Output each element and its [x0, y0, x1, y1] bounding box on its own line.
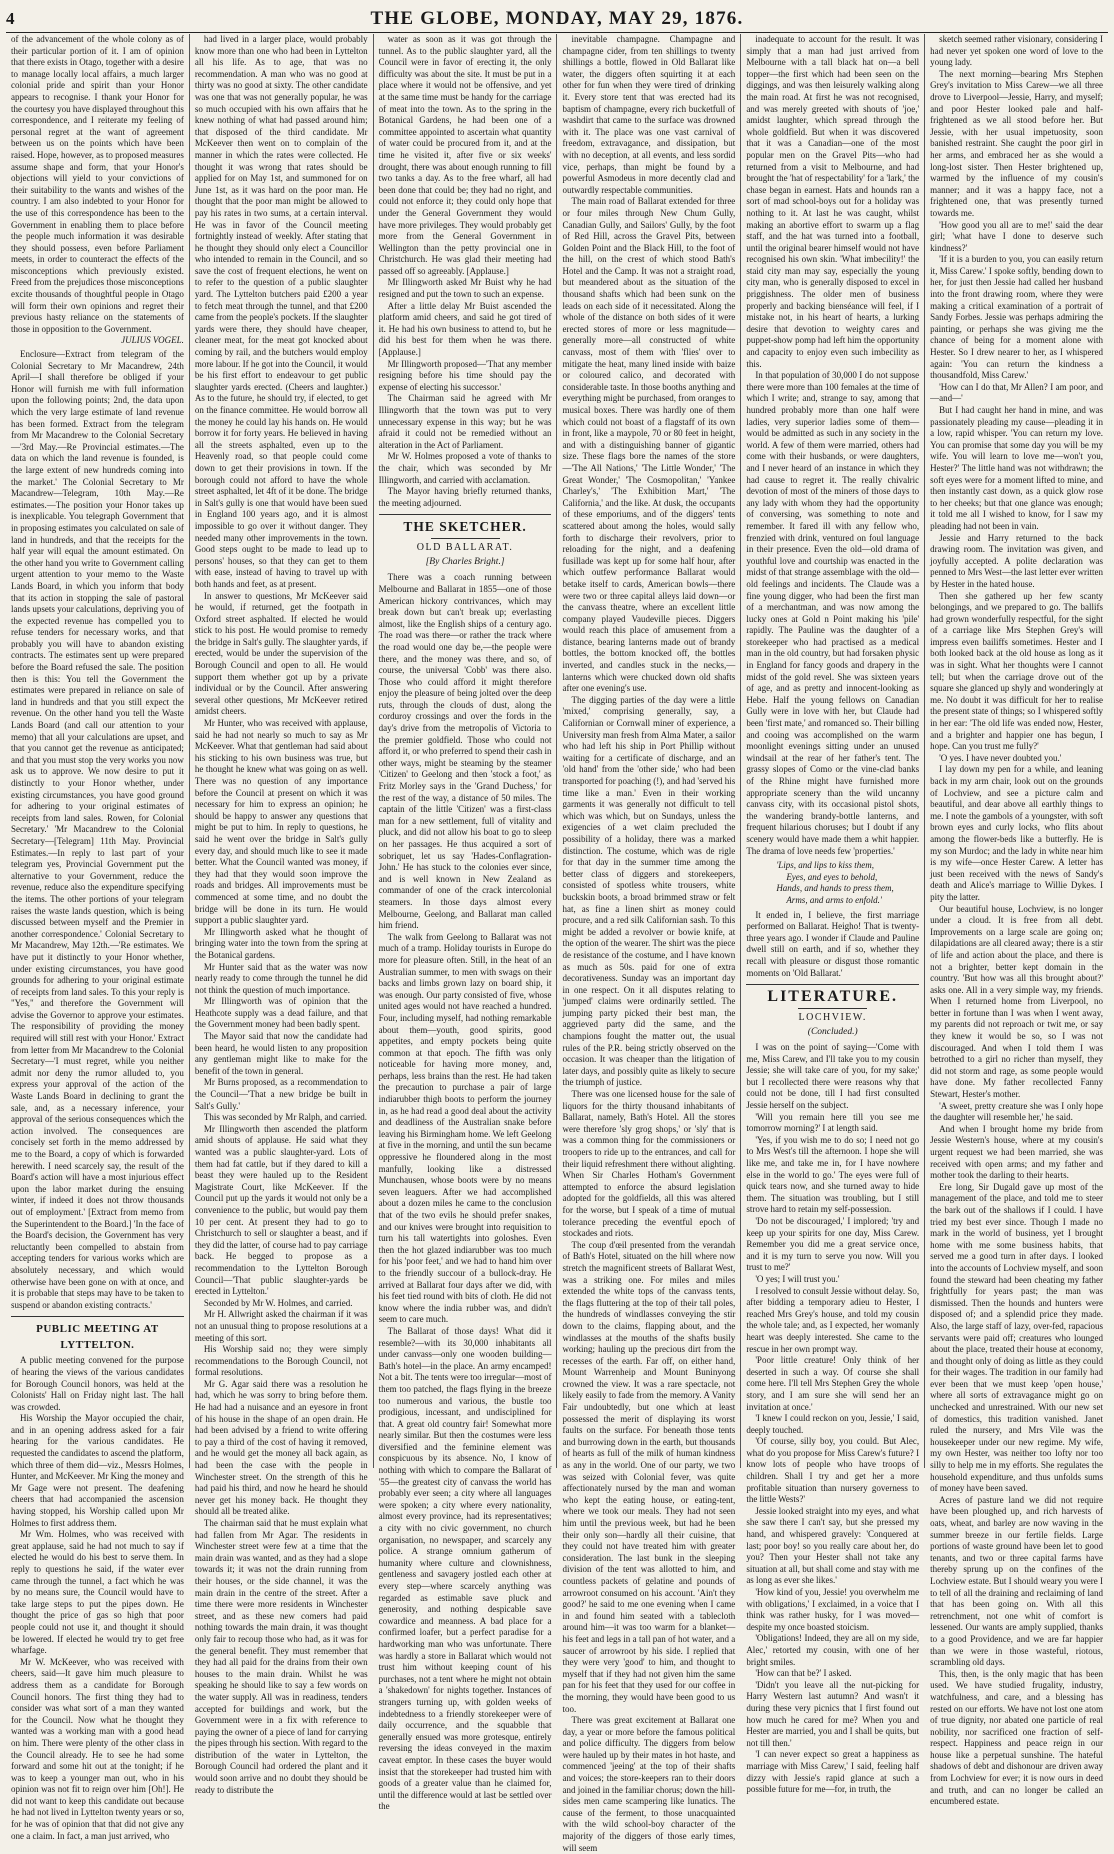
column-3 — [373, 34, 557, 1812]
paragraph: The Ballarat of those days! What did it resemble?—with its 30,000 inhabitants all under canvass—only one wooden building—Bath's hotel—in the place. An army encamped! Not a bit. The tents were too irregular—most of them too patched, the flags flying in the breeze too numerous and various, the bustle too prodigious, incessant, and undisciplined for that. A great old country fair! Somewhat more nearly similar. But then the costumes were less diversified and the feminine element was conspicuous by its absence. No, I know of nothing with which to compare the Ballarat of '55—the greatest city of canvass the world has probably ever seen; a city where all languages were spoken; a city where every nationality, almost every province, had its representatives; a city with no civic government, no church organisation, no newspaper, and scarcely any police. A strange omnium gatherum of humanity where culture and clownishness, gentleness and savagery jostled each other at every step—where scarcely anything was regarded as estimable save pluck and generosity, and nothing despicable save cowardice and meanness. A bad place for a confirmed loafer, but a perfect paradise for a hardworking man who was unfortunate. There was hardly a store in Ballarat which would not trust him without keeping count of his purchases, not a tent where he might not obtain a 'shakedown' for nights together. Instances of strangers turning up, with golden weeks of indebtedness to a friendly storekeeper were of daily occurrence, and the squabble that generally ensued was more grotesque, entirely reversing the ideas conveyed in the maxim caveat emptor. In these cases the buyer would insist that the storekeeper had trusted him with goods of a greater value than he claimed for, until the difference would at last be settled over the — [378, 1325, 552, 1812]
paragraph: inevitable champagne. Champagne and champagne cider, from ten shillings to twenty shillings a bottle, flowed in Old Ballarat like water, the diggers often squirting it at each other for fun when they were tired of drinking it. Every store tent that was erected had its baptism of champagne, every rich bucketfull of washdirt that came to the surface was drowned with it. The place was one vast carnival of freedom, extravagance, and dissipation, but with no deception, at all events, and less sordid vice, perhaps, than might be found by a powerful Asmodeus in more decently clad and outwardly respectable communities. — [562, 34, 736, 195]
paragraph: of the advancement of the whole colony as of their particular portion of it. I am of opinion that there exists in Otago, together with a desire to manage locally local affairs, a much larger colonial pride and spirit than your Honor appears to recognise. I thank your Honor for the courtesy you have displayed throughout this correspondence, and I reiterate my feeling of personal regret at the want of agreement between us on the points which have been raised. Hope, however, as to proposed measures assume shape and form, that your Honor's objections will yield to your convictions of their suitability to the wants and wishes of the country. I am also indebted to your Honor for the use of this correspondence has been to the Government in enabling them to place before the people much information it was desirable they should possess, even before Parliament meets, in order to counteract the effects of the misconceptions which previously existed. Freed from the prejudices those misconceptions excite thousands of thoughtful people in Otago will form their own opinions and regret their previous hasty reliance on the statements of those in opposition to the Government. — [11, 34, 184, 334]
paragraph: A public meeting convened for the purpose of hearing the views of the various candidates for Borough Council honors, was held at the Colonists' Hall on Friday night last. The hall was crowded. — [11, 1355, 184, 1412]
divider — [11, 1316, 184, 1317]
paragraph: 'Didn't you leave all the nut-picking for Harry Western last autumn? And wasn't it during these very picnics that I first found out how much he cared for me? When you and Hester are married, you and I shall be quits, but not till then.' — [746, 1679, 920, 1748]
section-heading: THE SKETCHER. — [403, 519, 527, 535]
paragraph: And when I brought home my bride from Jessie Western's house, where at my cousin's urgent request we had been married, she was received with open arms; and my father and mother took the darling to their hearts. — [930, 1123, 1103, 1181]
paragraph: Our beautiful house, Lochview, is no longer under a cloud. It is free from all debt. Improvements on a large scale are going on; dilapidations are all cleared away; there is a stir of life and action about the place, and there is not a brighter, better kept domain in the country. 'But how was all this brought about?' asks one. All in a very simple way, my friends. When I returned home from Liverpool, no better in fortune than I was when I went away, my parents did not reproach or twit me, or say they knew it would be so, so I was not discouraged. And when I told them I was betrothed to a girl no richer than myself, they did not storm and rage, as some people would have done. My father recollected Fanny Stewart, Hester's mother. — [930, 903, 1103, 1100]
paragraph: This was seconded by Mr Ralph, and carried. — [203, 1112, 368, 1123]
paragraph: The Mayor having briefly returned thanks, the meeting adjourned. — [378, 486, 552, 508]
paragraph: The digging parties of the day were a little 'mixed,' comprising generally, say, a Californian or Cornwall miner of experience, a University man fresh from Alma Mater, a sailor who had left his ship in Port Phillip without waiting for a certificate of discharge, and an 'old hand' from the 'other side,' who had been transported for poaching (!), and had 'served his time like a man.' Even in their working garments it was generally not difficult to tell which was which, but on Sundays, unless the exigencies of a wet claim precluded the possibility of a holiday, there was a marked distinction. The costume, which was de rigle for that day in the summer time among the better class of diggers and storekeepers, consisted of spotless white trousers, white buckskin boots, a broad brimmed straw or felt hat, as fine a linen shirt as money could procure, and a red silk Californian sash. To this might be added a revolver or bowie knife, at the option of the wearer. The shirt was the piece de resistance of the costume, and I have known as much as 50s. paid for one of extra decorativeness. Sunday was an important day in one respect. On it all disputes relating to 'jumped' claims were ordinarily settled. The jumping party picked their best man, the aggrieved party did the same, and the champions fought the matter out, the usual rules of the P.R. being strictly observed on the occasion. It was cheaper than the litigation of later days, and possibly quite as likely to secure the triumph of justice. — [562, 694, 736, 1088]
article-body — [746, 910, 919, 980]
paragraph: 'I knew I could reckon on you, Jessie,' I said, deeply touched. — [746, 1413, 920, 1435]
paragraph: His Worship the Mayor occupied the chair, and in an opening address asked for a fair hearing for the various candidates. He requested the candidates to ascend the platform, which three of them did—viz., Messrs Holmes, Hunter, and McKeever. Mr King the money and Mr Gage were not present. The deafening cheers that had accompanied the ascension having stopped, his Worship called upon Mr Holmes to first address them. — [11, 1413, 184, 1528]
paragraph: sketch seemed rather visionary, considering I had never yet spoken one word of love to the young lady. — [930, 34, 1103, 68]
article-title: LOCHVIEW. — [798, 1012, 867, 1024]
verse — [776, 860, 919, 906]
paragraph: inadequate to account for the result. It was simply that a man had just arrived from Melbourne with a tall black hat on—a bell topper—the first which had been seen on the diggings, and was then leisurely walking along the main road. At first he was not recognised, and was merely greeted with shouts of 'joe,' amidst laughter, which spread through the whole goldfield. But when it was discovered that it was a Canadian—one of the most popular men on the Gravel Pits—who had returned from a visit to Melbourne, and had brought the 'hat of respectability' for a 'lark,' the chase began in earnest. Hats and hounds ran a sort of mad school-boys out for a holiday was nothing to it. At last he was caught, whilst making an abortive effort to swarm up a flag staff, and the hat was turned into a football, until the original bearer himself would not have recognised his own skin. 'What imbecility!' the staid city man may say, especially the young city man, who is generally disposed to excel in priggishness. The older men of business properly and backing bienséance will feel, if I mistake not, in his heart of hearts, a lurking desire that devotion to weighty cares and puppet-show pomp had left him the opportunity and capacity to enjoy even such imbecility as this. — [746, 34, 920, 369]
divider — [431, 538, 500, 539]
paragraph: 'I can never expect so great a happiness as marriage with Miss Carew,' I said, feeling half dizzy with Jessie's rapid glance at such a possible future for me—for, in truth, the — [746, 1749, 920, 1795]
column-5 — [740, 34, 924, 1795]
signature: JULIUS VOGEL. — [121, 335, 184, 346]
paragraph: 'How good you all are to me!' said the dear girl; 'what have I done to deserve such kindness?' — [930, 219, 1103, 253]
paragraph: In that population of 30,000 I do not suppose there were more than 100 females at the time of which I write; and, strange to say, among that hundred probably more than one half were ladies, very superior ladies some of them—would be admitted as such in any society in the world. A few of them were married, others had come with their husbands, or were daughters, and I never heard of an instance in which they had cause to regret it. The really chivalric devotion of most of the miners of those days to any lady with whom they had the opportunity of conversing, was something to note and remember. It fared ill with any fellow who, frenzied with drink, ventured on foul language in their presence. Even the old—old drama of youthful love and courtship was enacted in the midst of that strange assemblage with the old—old feelings and incidents. The Claude was a fine young digger, who had been the first man of a merchantman, and was now among the lucky ones at Gold n Point making his 'pile' rapidly. The Pauline was the daughter of a storekeeper who had practised as a medical man in the old country, but had forsaken physic in England for fancy goods and drapery in the midst of the gold revel. She was sixteen years of age, and as pretty and innocent-looking as Hebe. Half the young fellows on Canadian Gully were in love with her, but Claude had been 'first mate,' and romanced so. Their billing and cooing was accomplished on the warm moonlight evenings sitting under an unused windsail at the rear of her father's tent. The grassy slopes of Como or the vine-clad banks of the Rhine might have furnished more appropriate scenery than the wild uncanny canvass city, with its occasional pistol shots, the wandering brandy-bottle lanterns, and frequent hilarious choruses; but I doubt if any scenery would have made them a whit happier. The drama of love needs few 'properties.' — [746, 370, 920, 856]
paragraph: The Mayor said that now the candidate had been heard, he would listen to any proposition any gentleman might like to make for the benefit of the town in general. — [194, 1031, 368, 1076]
paragraph: Jessie and Harry returned to the back drawing room. The invitation was given, and joyfully accepted. A polite declaration was penned to Mrs West—the last letter ever written by Hester in the hated house. — [930, 532, 1103, 589]
paragraph: The walk from Geelong to Ballarat was not much of a tramp. Holiday tourists in Europe do more for pleasure often. Still, in the heat of an Australian summer, to men with swags on their backs and limbs grown lazy on board ship, it was enough. Our party consisted of five, whose united ages would not have reached a hundred. Four, including myself, had nothing remarkable about them—youth, good spirits, good appetites, and empty pockets being quite common at that epoch. The fifth was only noticeable for having more money, and, perhaps, less brains than the rest. He had taken the precaution to purchase a pair of large indiarubber thigh boots to perform the journey in, as he had read a good deal about the activity and deadliness of the Australian snake before leaving his Birmingham home. We left Geelong at five in the morning, and until the sun became oppressive he floundered along in the most manfully, looking like a distressed Munchausen, whose boots were by no means seven leaguers. After we had accomplished about a dozen miles he came to the conclusion that of the two evils he should prefer snakes, and our knives were brought into requisition to turn his tall watertights into goloshes. Even then the hot glazed indiarubber was too much for his 'poor feet,' and we had to hand him over to the friendly succour of a bullock-dray. He arrived at Ballarat four days after we did, with his feet tied round with bits of cloth. He did not know where the india rubber was, and didn't seem to care much. — [378, 931, 552, 1325]
paragraph: 'Poor little creature! Only think of her deserted in such a way. Of course she shall come here. I'll tell Mrs Stephen Grey the whole story, and I am sure she will send her an invitation at once.' — [746, 1355, 920, 1412]
column-2 — [189, 34, 373, 1795]
paragraph: After a little delay Mr Buist ascended the platform amid cheers, and said he got tired of it. He had his own business to attend to, but he did his best for them when he was there. [Applause.] — [378, 300, 552, 358]
paragraph: 'O yes. I have never doubted you.' — [939, 752, 1062, 763]
divider — [798, 1008, 867, 1009]
column-4 — [556, 34, 740, 1853]
article-body — [11, 1355, 184, 1842]
verse-line: Eyes, and eyes to behold, — [786, 871, 878, 882]
paragraph: Mr Illingworth asked Mr Buist why he had resigned and put the town to such an expense. — [378, 277, 552, 300]
paragraph: Mr Wm. Holmes, who was received with great applause, said he had not much to say if elected he would do his best to serve them. In reply to questions he said, if the water ever came through the tunnel, a fact which he was by no means sure, the Council would have to take large steps to put the pipes down. He thought the price of gas so high that poor people could not use it, and thought it should be lowered. If elected he would try to get free wharfage. — [11, 1529, 184, 1656]
paragraph: There was a coach running between Melbourne and Ballarat in 1855—one of those American hickory contrivances, which may break down but can't break up; everlasting almost, like the English ships of a century ago. The road was there—or rather the track where the road would one day be,—the people were there, and the money was there, and so, of course, the universal 'Cobb' was there also. Those who could afford it might therefore enjoy the pleasure of being jolted over the deep ruts, through the clouds of dust, along the corduroy crossings and over the fords in the day's drive from the metropolis of Victoria to the premier goldfield. Those who could not afford it, or who preferred to spend their cash in other ways, might be steaming by the steamer 'Citizen' to Geelong and then 'stock a foot,' as Fritz Morley says in the 'Grand Duchess,' for the rest of the way, a distance of 50 miles. The captain of the little 'Citizen' was a first-class man for a new settlement, full of vitality and pluck, and did not allow his boat to go to sleep on her passages. He thus acquired a sort of sobriquet, let us say 'Hades-Conflagration-John.' He has stuck to the colonies ever since, and is well known in New Zealand as commander of one of the crack intercolonial steamers. In those days almost every Melbourne, Geelong, and Ballarat man called him friend. — [378, 572, 552, 931]
columns — [6, 34, 1108, 1853]
paragraph: 'Do not be discouraged,' I implored; 'try and keep up your spirits for one day, Miss Carew. Remember you did me a great service once, and it is my turn to serve you now. Will you trust to me?' — [746, 1216, 920, 1273]
paragraph: Mr Illingworth proposed—'That any member resigning before his time should pay the expense of electing his successor.' — [378, 358, 552, 392]
paragraph: This, then, is the only magic that has been used. We have studied frugality, industry, watchfulness, and care, and a blessing has rested on our efforts. We have not lost one atom of true dignity, nor abated one particle of real nobility, nor sacrificed one fraction of self-respect. Happiness and peace reign in our house like a perpetual sunshine. The hateful shadows of debt and dishonour are driven away from Lochview for ever; it is now ours in deed and truth, and can no longer be called an encumbered estate. — [930, 1668, 1103, 1807]
article-body — [11, 349, 184, 1311]
paragraph: had lived in a larger place, would probably know more than one who had been in Lyttelton all his life. As to age, that was no recommendation. A man who was no good at thirty was no good at sixty. The other candidate was one that was not generally popular, he was so much occupied with his own affairs that he knew nothing of what had passed around him; that disposed of the third candidate. Mr McKeever then went on to complain of the manner in which the rates were collected. He thought it was wrong that rates should be applied for on May 1st, and summoned for on June 1st, as it was hard on the poor man. He thought that the poor man might be allowed to pay his rates in two sums, at a certain interval. He was in favor of the Council meeting fortnightly instead of weekly. After stating that he thought they should only elect a Councillor who intended to remain in the Council, and so save the cost of frequent elections, he went on to refer to the question of a public slaughter yard. The Lyttelton butchers paid £200 a year to fetch meat through the tunnel, and that £200 came from the people's pockets. If the slaughter yards were there, they should have cheaper, cleaner meat, for the meat got knocked about coming by rail, and the butchers would employ more labour. If he got into the Council, it would be his first effort to endeavour to get public slaughter yards erected. (Cheers and laughter.) As to the future, he should try, if elected, to get on the finance committee. He would borrow all the money he could lay his hands on. He would borrow it for forty years. He believed in having all the streets asphalted, even up to the Heavenly road, so that people could come down to get their provisions in town. If the borough could not afford to have the whole street asphalted, let 4ft of it be done. The bridge in Salt's gully is one that would have been sued in England 100 years ago, and it is almost impossible to go over it without danger. They needed many other improvements in the town. Good steps ought to be made to lead up to persons' houses, so that they can get to them with ease, instead of having to travel up with both hands and feet, as at present. — [194, 34, 368, 589]
paragraph: Ere long, Sir Dugald gave up most of the management of the place, and told me to steer the bark out of the shallows if I could. I have tried my best ever since. Though I made no mark in the world of business, yet I brought home with me some business habits, that served me a good turn in after days. I looked into the accounts of Lochview myself, and soon found the steward had been cheating my father frightfully for years past; the man was dismissed. Then the hounds and hunters were disposed of; and a splendid price they made. Also, the large staff of lazy, over-fed, rapacious servants were paid off; creatures who lounged about the place, treated their house at economy, and thought only of doing as little as they could for their wages. The tradition in our family had ever been that we must keep 'open house,' where all sorts of extravagance might go on unchecked and unrestrained. With our new set of domestics, this tradition vanished. Janet ruled the nursery, and Mrs Vile was the housekeeper under our new regime. My wife, my own Hester, was neither too lofty nor too silly to help me in my efforts. She regulates the household expenditure, and thus unfolds sums of money have been saved. — [930, 1181, 1103, 1494]
verse-line: Arms, and arms to enfold.' — [786, 894, 882, 905]
paragraph: The chairman said that he must explain what had fallen from Mr Agar. The residents in Winchester street were few at a time that the main drain was wanted, and as they had a slope towards it; it was not the drain running from their houses, or the side channel, it was the main drain in the centre of the street. After a time there were more residents in Winchester street, and as these new comers had paid nothing towards the main drain, it was thought only fair to recoup those who had, as it was for the general benefit. They must remember that they had all paid for the drains from their own houses to the main drain. Whilst he was speaking he should like to say a few words on the water supply. All was in readiness, tenders accepted for buildings and work, but the Government were in a fix with reference to paying the owner of a piece of land for carrying the pipes through his section. With regard to the distribution of the water in Lyttelton, the Borough Council had ordered the plant and it would soon arrive and no doubt they should be ready to distribute the — [194, 1518, 368, 1795]
paragraph: 'A sweet, pretty creature she was I only hope the daughter will resemble her,' he said. — [930, 1100, 1103, 1123]
article-note: (Concluded.) — [807, 1027, 858, 1038]
verse-line: 'Lips, and lips to kiss them, — [776, 860, 874, 871]
paragraph: I resolved to consult Jessie without delay. So, after bidding a temporary adieu to Hester, I reached Mrs Grey's house, and told my cousin the whole tale; and, as I expected, her womanly heart was deeply interested. She came to the rescue in her own prompt way. — [746, 1285, 920, 1354]
paragraph: Enclosure—Extract from telegram of the Colonial Secretary to Mr Macandrew, 24th April—I shall therefore be obliged if your Honor will furnish me with full information upon the following points; 2nd, the data upon which the very large estimate of land revenue has been formed. Extract from the telegram from Mr Macandrew to the Colonial Secretary—'3rd May.—Re Provincial estimates.—The data on which the land revenue is founded, is the large extent of new hundreds coming into the market.' The Colonial Secretary to Mr Macandrew—Telegram, 10th May.—Re estimates.—The position your Honor takes up is inexplicable. You telegraph Government that in proposing estimates you calculated on sale of land in hundreds, and that the receipts for the half year will equal the amount estimated. On the other hand you write to Government calling urgent attention to your memo to the Waste Lands Board, in which you inform that body that its action in stopping the sale of pastoral lands upsets your calculations, depriving you of the expected revenue has compelled you to refuse tenders for necessary works, and that probably you will have to abandon existing contracts. The estimates sent up were prepared before the Board refused the sale. The position then is this: You tell the Government the estimates were prepared in reliance on sale of land in hundreds and that you still expect the revenue. On the other hand you tell the Waste Lands Board (and call our attention to your memo) that all your calculations are upset, and that you cannot get the revenue as anticipated; and that you must stop the very works you now ask us to approve. We now desire to put it distinctly to your Honor whether, under existing circumstances, you have good ground for adhering to your original estimates of receipts from land sales. Rowen, for Colonial Secretary.' 'Mr Macandrew to the Colonial Secretary—[Telegram] 11th May. Provincial Estimates.—In reply to last part of your telegram yes, Provincial Government put the alternative to your Government, reduce the revenue, reduce also the expenditure specifying the items. The other portions of your telegram raises the waste lands question, which is being discussed between myself and the Premier in another correspondence.' Colonial Secretary to Mr Macandrew, May 12th.—'Re estimates. We have put it distinctly to your Honor whether, under existing circumstances, you have good grounds for adhering to your original estimate of receipts from land sales. To this your reply is "Yes," and therefore the Government will advise the Governor to approve your estimates. The responsibility of providing the money required will still rest with your Honor.' Extract from letter from Mr Macandrew to the Colonial Secretary—'I must regret, while you neither admit nor deny the rumor alluded to, you express your approval of the action of the Waste Lands Board in declining to grant the sale, and, as a necessary inference, your approval of the serious consequences which the action involved. The consequences are concisely set forth in the memo addressed by me to the Board, a copy of which is forwarded herewith. I need scarcely say, the result of the Board's action will have a most injurious effect upon the labor market during the ensuing winter, if indeed it does not throw thousands out of employment.' [Extract from memo from the Superintendent to the Board.] 'In the face of the Board's decision, the Government has very reluctantly been compelled to abstain from accepting tenders for various works which are absolutely necessary, and which would otherwise have been gone on with at once, and it is probable that steps may have to be taken to suspend or abandon existing contracts.' — [11, 349, 184, 1310]
paragraph: 'Yes, if you wish me to do so; I need not go to Mrs West's till the afternoon. I hope she will like me, and take me in, for I have nowhere else in the world to go.' The eyes were full of quick tears now, and she turned away to hide them. The situation was troubling, but I still strove hard to retain my self-possession. — [746, 1134, 920, 1215]
verse-line: Hands, and hands to press them, — [776, 883, 894, 894]
paragraph: Jessie looked straight into my eyes, and what she saw there I can't say, but she pressed my hand, and whispered gravely: 'Conquered at last; poor boy! so you really care about her, do you? Then your Hester shall not take any situation at all, but shall come and stay with me as long as ever she likes.' — [746, 1505, 920, 1586]
paragraph: 'O yes; I will trust you.' — [755, 1273, 840, 1284]
paragraph: The main road of Ballarat extended for three or four miles through New Chum Gully, Canadian Gully, and Sailors' Gully, by the foot of Red Hill, across the Gravel Pits, between Golden Point and the Black Hill, to the foot of the hill, on the crest of which stood Bath's Hotel and the Camp. It was not a straight road, but meandered about as the situation of the thousand shafts which had been sunk on the leads on each side of it necessitated. Along the whole of the distance on both sides of it were erected stores of more or less magnitude—generally more—all constructed of white canvass, most of them with 'flies' over to mitigate the heat, many lined inside with baize or coloured calico, and decorated with considerable taste. In those booths anything and everything might be purchased, from oranges to musical boxes. There was hardly one of them which could not boast of a flagstaff of its own in front, like a maypole, 70 or 80 feet in height, and with a distinguishing banner of gigantic size. These flags bore the names of the store—'The All Nations,' 'The Little Wonder,' 'The Great Wonder,' 'The Cosmopolitan,' 'Yankee Charley's,' 'The Exhibition Mart,' 'The California,' and the like. At dusk, the occupants of these emporiums, and of the diggers' tents scattered about among the holes, would sally forth to discharge their revolvers, prior to reloading for the night, and a deafening fusillade was kept up for some half hour, after which outfew performance Ballarat would betake itself to cards, American bowls—there were two or three capital alleys laid down—or the canvass theatre, where an excellent little company played Vaudeville pieces. Diggers would reach this place of amusement from a distance, bearing lanterns made out of brandy bottles, the bottom knocked off, the bottles inverted, and candles stuck in the necks,—lanterns which were chucked down old shafts after one evening's use. — [562, 196, 736, 694]
divider — [379, 514, 552, 515]
paragraph: Mr Illingworth was of opinion that the Heathcote supply was a dead failure, and that the Government money had been badly spent. — [194, 996, 368, 1030]
paragraph: But I had caught her hand in mine, and was passionately pleading my cause—pleading it in a low, rapid whisper. 'You can return my love. You can promise that some day you will be my wife. You will learn to love me—won't you, Hester?' The little hand was not withdrawn; the soft eyes were for a moment lifted to mine, and then instantly cast down, as a quick glow rose to her cheeks; but that one glance was enough; it told me all I wished to know, for I saw my pleading had not been in vain. — [930, 405, 1103, 531]
paragraph: Then she gathered up her few scanty belongings, and we prepared to go. The ballifs had grown wonderfully respectful, for the sight of a carriage like Mrs Stephen Grey's will impress even bailiffs sometimes. Hester and I both looked back at the old house as long as it was in sight. What her thoughts were I cannot tell; but when the carriage drove out of the square she glanced up shyly and wonderingly at me. No doubt it was difficult for her to realise the present state of things; so I whispered softly in her ear: 'The old life was ended now, Hester, and a brighter and happier one has begun, I hope. Can you trust me fully?' — [930, 590, 1103, 752]
article-heading: PUBLIC MEETING AT LYTTELTON. — [36, 1323, 159, 1352]
paragraph: Mr Illingworth asked what he thought of bringing water into the town from the spring at the Botanical gardens. — [194, 926, 368, 960]
paragraph: 'Will you remain here till you see me tomorrow morning?' I at length said. — [746, 1111, 920, 1134]
article-title: OLD BALLARAT. — [416, 542, 514, 554]
paragraph: Mr Illingworth then ascended the platform amid shouts of applause. He said what they wanted was a public slaughter-yard. Lots of them had fat cattle, but if they dared to kill a beast they were hauled up to the Resident Magistrate Court, like McKeever. If the Council put up the yards it would not only be a convenience to the public, but would pay them 10 per cent. At present they had to go to Christchurch to sell or slaughter a beast, and if they did the latter, of course had to pay carriage back. He begged to propose as a recommendation to the Lyttelton Borough Council—'That public slaughter-yards be erected in Lyttelton.' — [194, 1123, 368, 1297]
paragraph: I was on the point of saying—'Come with me, Miss Carew, and I'll take you to my cousin Jessie; she will take care of you, for my sake;' but I recollected there were reasons why that could not be done, till I had first consulted Jessie herself on the subject. — [746, 1042, 920, 1111]
paragraph: Mr W. McKeever, who was received with cheers, said—It gave him much pleasure to address them as a candidate for Borough Council honors. The first thing they had to consider was what sort of a man they wanted for the Council. Now what he thought they wanted was a working man with a good head on him. There were plenty of the other class in the Council already. He to see he had some forward and some hit out at the tonight; if he was to keep a younger man out, who in his opinion was not fit to reign over him [Oh!]. He did not want to keep this candidate out because he had not lived in Lyttelton twenty years or so, for he was of opinion that that did not give any one a claim. In fact, a man just arrived, who — [11, 1656, 184, 1841]
article-body — [379, 34, 552, 509]
paragraph: Mr Hunter said that as the water was now nearly ready to come through the tunnel he did not think the question of much importance. — [194, 961, 368, 995]
paragraph: 'Of course, silly boy, you could. But Alec, what do you propose for Miss Carew's future? I know lots of people who have troops of children. Shall I try and get her a more profitable situation than nursery governess to the little Wests?' — [746, 1436, 920, 1505]
paragraph: 'Obligations! Indeed, they are all on my side, Alec,' retorted my cousin, with one of her bright smiles. — [746, 1633, 920, 1667]
paragraph: Acres of pasture land we did not require have been ploughed up, and rich harvests of oats, wheat, and barley are now waving in the summer breeze in our fertile fields. Large portions of waste ground have been let to good tenants, and two or three capital farms have thereby sprung up on the confines of the Lochview estate. But I should weary you were I to tell of all the draining and reclaiming of land that has been going on. With all this retrenchment, not one whit of comfort is lessened. Our wants are amply supplied, thanks to a good Providence, and we are far happier than we were in those wasteful, riotous, scrambling old days. — [930, 1494, 1103, 1668]
paragraph: Mr Hunter, who was received with applause, said he had not nearly so much to say as Mr McKeever. What that gentleman had said about his sticking to his own business was true, but he thought he knew what was going on as well. There was no question of any importance before the Council at present on which it was necessary for him to express an opinion; he should be happy to answer any questions that might be put to him. In reply to questions, he said he went over the bridge in Salt's gully every day, and should much like to see it made better. What the Council wanted was money, if they had that they would soon improve the roads and bridges. All improvements must be commenced at some time, and no doubt the bridge will be done in its turn. He would support a public slaughter yard. — [194, 718, 368, 926]
paragraph: 'If it is a burden to you, you can easily return it, Miss Carew.' I spoke softly, bending down to her, for just then Jessie had called her husband into the front drawing room, where they were making a critical examination of a portrait of Sandy Forbes. Jessie was perhaps admiring the painting, or perhaps she was giving me the chance of being for a moment alone with Hester. So I drew nearer to her, as I whispered again: 'You can return the kindness a thousandfold, Miss Carew.' — [930, 254, 1103, 381]
paragraph: 'How can I do that, Mr Allen? I am poor, and—and—' — [930, 381, 1103, 404]
paragraph: The Chairman said he agreed with Mr Illingworth that the town was put to very unnecessary expense in this way; but he was afraid it could not be remedied without an alteration in the Act of Parliament. — [378, 393, 552, 450]
article-body — [562, 34, 735, 1854]
paragraph: Mr G. Agar said there was a resolution he had, which he was sorry to bring before them. He had had a nuisance and an eyesore in front of his house in the shape of an open drain. He had been advised by a friend to write offering to pay a third of the cost of having it removed, and he would get the money all back again, as had been the case with the people in Winchester street. On the strength of this he had paid his third, and now he heard he should never get his money back. He thought they should all be treated alike. — [194, 1378, 368, 1517]
paragraph: The next morning—bearing Mrs Stephen Grey's invitation to Miss Carew—we all three drove to Liverpool—Jessie, Harry, and myself; and poor Hester looked pale and half-frightened as we all stood before her. But Jessie, with her usual impetuosity, soon banished restraint. She caught the poor girl in her arms, and embraced her as she would a long-lost sister. Then Hester brightened up, warmed by the influence of my cousin's manner; and it was a happy face, not a frightened one, that was presently turned towards me. — [930, 68, 1103, 218]
article-body — [746, 1042, 919, 1796]
divider — [746, 984, 919, 985]
paragraph: I lay down my pen for a while, and leaning back in my arm chair, look out on the grounds of Lochview, and see a picture calm and beautiful, and dear above all earthly things to me. I note the gambols of a youngster, with soft brown eyes and curly locks, who flits about among the flower-beds like a butterfly. He is my son Murdoc; and the lady in white near him is my wife—once Hester Carew. A letter has just been received with the news of Sandy's death and Alice's marriage to Willie Dykes. I pity the latter. — [930, 764, 1103, 902]
paragraph: In answer to questions, Mr McKeever said he would, if returned, get the footpath in Oxford street asphalted. If elected he would stick to his post. He would promise to remedy the bridge in Salt's gully. The slaughter yards, if erected, would be under the supervision of the Borough Council and open to all. He would support them whether got up by a private individual or by the Council. After answering several other questions, Mr McKeever retired amidst cheers. — [194, 590, 368, 717]
newspaper-title: THE GLOBE, MONDAY, MAY 29, 1876. — [370, 8, 744, 29]
paragraph: There was great excitement at Ballarat one day, a year or more before the famous political and police difficulty. The diggers from below were hauled up by their mates in hot haste, and commenced 'jeeing' at the top of their shafts and voices; the store-keepers ran to their doors and joined in the familiar chorus; down the hill-sides men came scampering like lunatics. The cause of the ferment, to those unacquainted with the wild school-boy character of the majority of the diggers of those early times, will seem — [562, 1715, 736, 1853]
paragraph: Seconded by Mr W. Holmes, and carried. — [203, 1297, 353, 1308]
byline: [By Charles Bright.] — [425, 557, 505, 568]
page-number: 4 — [6, 9, 16, 28]
article-body — [195, 34, 368, 1796]
paragraph: His Worship said no; they were simply recommendations to the Borough Council, not formal resolutions. — [194, 1344, 368, 1378]
paragraph: There was one licensed house for the sale of liquors for the thirty thousand inhabitants of Ballarat, namely, Bath's Hotel. All the stores were therefore 'sly grog shops,' or 'sly' that is was a common thing for the commissioners or troopers to ride up to the entrances, and call for their liquid refreshment there without alighting. When Sir Charles Hotham's Government attempted to enforce the absurd legislation adopted for the goldfields, all this was altered for the worse, but I speak of a time of mutual tolerance preceding the eventful epoch of stockades and riots. — [562, 1089, 736, 1239]
article-body — [379, 572, 552, 1813]
column-6 — [924, 34, 1108, 1807]
column-1 — [6, 34, 189, 1841]
masthead — [6, 6, 1108, 33]
paragraph: The coup d'œil presented from the verandah of Bath's Hotel, situated on the hill where now stretch the magnificent streets of Ballarat West, was a striking one. For miles and miles extended the white tops of the canvass tents, the flags fluttering at the top of their tall poles, the hundreds of windlasses conveying the stir down to the claims, flapping about, and the windlasses at the mouths of the shafts busily working; hauling up the precious dirt from the recesses of the earth. Far off, on either hand, Mount Warrenheip and Mount Buninyong crowned the view. It was a rare spectacle, not likely easily to fade from the memory. A Vanity Fair undoubtedly, but one which at least possessed the merit of displaying its worst faults on the surface. For beneath those tents and burrowing down in the earth, but thousands of hearts as full of the milk of human kindness as any in the world. One of our party, we two was seized with Colonial fever, was quite affectionately nursed by the man and woman who kept the eating house, or eating-tent, where we took our meals. They had not seen him until the previous week, but had he been their only son—hardly all their cuisine, that they could not have treated him with greater consideration. The last bunk in the sleeping division of the tent was allotted to him, and countless packets of gelatine and pounds of arrowroot consumed on his account. 'Ain't they good?' he said to me one evening when I came in and found him seated with a tablecloth around him—it was too warm for a blanket—his feet and legs in a tall pan of hot water, and a saucer of arrowroot by his side. I replied that they were very 'good' to him, and thought to myself that if they had not given him the same pan for his feet that they used for our coffee in the morning, they would have been good to us too. — [562, 1239, 736, 1714]
section-heading: LITERATURE. — [767, 988, 899, 1006]
paragraph: Mr H. Allwright asked the chairman if it was not an unusual thing to propose resolutions at a meeting of this sort. — [194, 1309, 368, 1343]
paragraph: Mr Burns proposed, as a recommendation to the Council—'That a new bridge be built in Salt's Gully.' — [194, 1077, 368, 1111]
article-body — [930, 34, 1103, 1808]
paragraph: Mr W. Holmes proposed a vote of thanks to the chair, which was seconded by Mr Illingworth, and carried with acclamation. — [378, 451, 552, 485]
paragraph: It ended in, I believe, the first marriage performed on Ballarat. Heigho! That is twenty-three years ago. I wonder if Claude and Pauline dwell still on earth, and if so, whether they recall with pleasure or disgust those romantic moments on 'Old Ballarat.' — [746, 909, 920, 978]
paragraph: 'How kind of you, Jessie! you overwhelm me with obligations,' I exclaimed, in a voice that I think was rather husky, for I was moved—despite my once boasted stoicism. — [746, 1587, 920, 1632]
paragraph: water as soon as it was got through the tunnel. As to the public slaughter yard, all the Council were in favor of erecting it, the only difficulty was about the site. It must be put in a place where it would not be offensive, and yet at the same time must be handy for the carriage of meat into the town. As to the spring in the Botanical Gardens, he had been one of a committee appointed to ascertain what quantity of water could be procured from it, and at the time he visited it, after five or six weeks' drought, there was about enough running to fill two tanks a day. As to the free wharf, all had been done that could be; they had no right, and could not enforce it; they could only hope that under the General Government they would have more privileges. They would probably get more from the General Government in Wellington than the petty provincial one in Christchurch. He was glad their meeting had passed off so agreeably. [Applause.] — [378, 34, 552, 276]
article-body — [11, 34, 184, 335]
paragraph: 'How can that be?' I asked. — [755, 1668, 852, 1679]
article-body — [746, 34, 919, 857]
